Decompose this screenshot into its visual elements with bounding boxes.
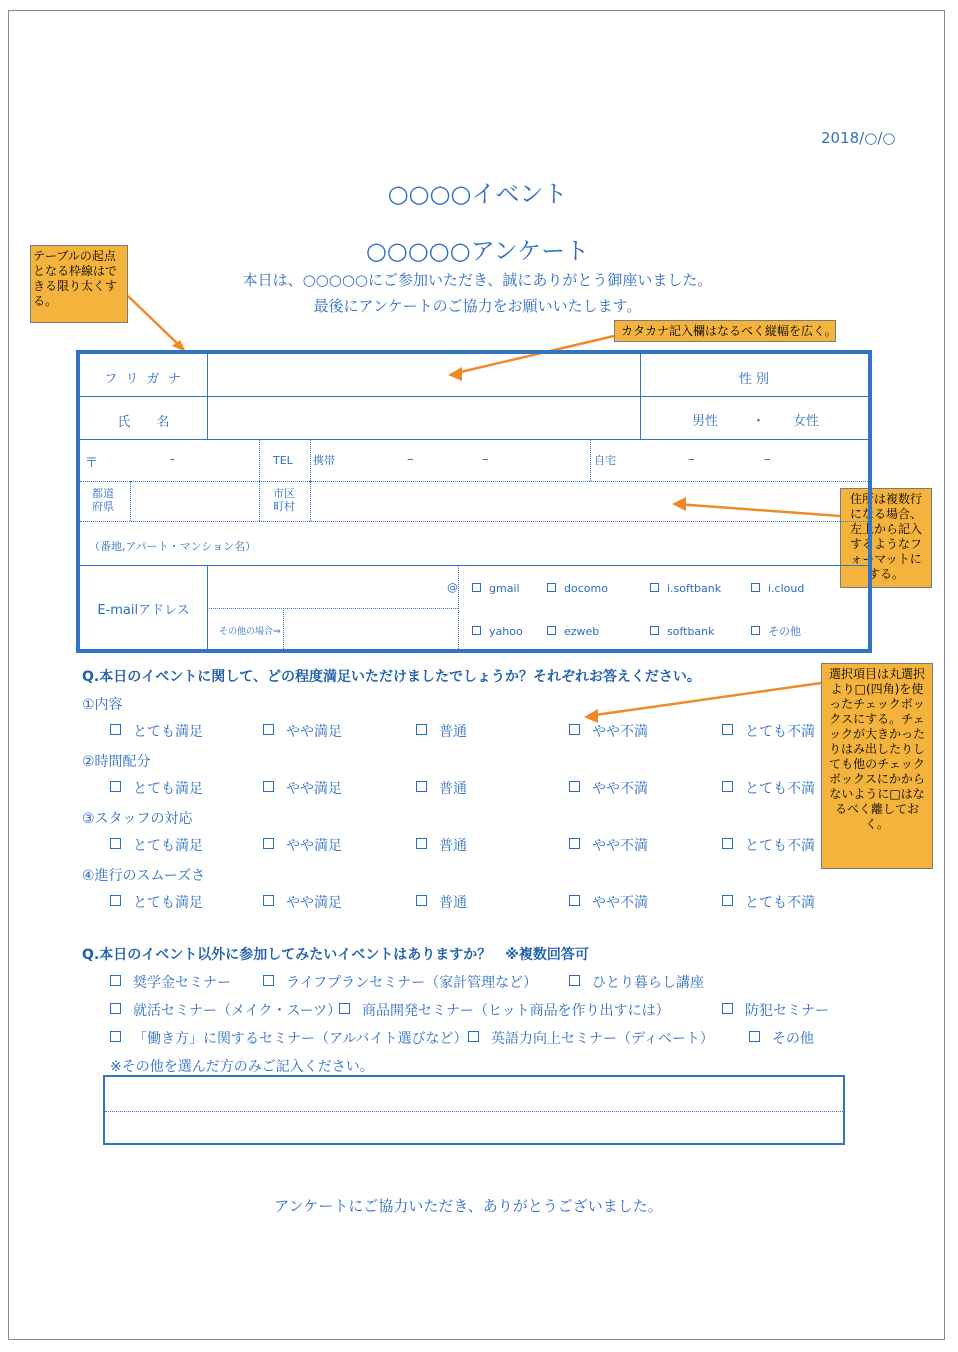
- prefecture-input[interactable]: [132, 482, 258, 520]
- mobile-label: 携帯: [313, 454, 335, 467]
- note-table-border: テーブルの起点となる枠線はできる限り太くする。: [30, 245, 128, 323]
- date: 2018/○/○: [821, 129, 896, 147]
- survey-title: ○○○○○アンケート: [365, 237, 590, 265]
- domain-ezweb[interactable]: ezweb: [547, 625, 599, 638]
- q1-content-opt4[interactable]: やや不満: [569, 721, 648, 741]
- email-label: E-mailアドレス: [97, 603, 190, 618]
- postal-dash: -: [170, 452, 175, 467]
- q1-time-opt1[interactable]: とても満足: [110, 778, 203, 798]
- email-at: @: [447, 581, 458, 594]
- note-checkbox: 選択項目は丸選択より□(四角)を使ったチェックボックスにする。チェックが大きかったりはみ出したりしても他のチェックボックスにかからないように□はなるべく離しておく。: [821, 663, 933, 869]
- q1-content-opt5[interactable]: とても不満: [722, 721, 815, 741]
- q1-staff-opt2[interactable]: やや満足: [263, 835, 342, 855]
- other-answer-line-2[interactable]: [105, 1112, 843, 1143]
- city-label: 市区町村: [273, 487, 295, 513]
- city-input[interactable]: [312, 482, 868, 520]
- other-case-label: その他の場合⇒: [219, 627, 281, 637]
- gender-label: 性 別: [738, 372, 770, 387]
- q1-smooth-opt2[interactable]: やや満足: [263, 892, 342, 912]
- domain-gmail[interactable]: gmail: [472, 582, 520, 595]
- q2-opt-other[interactable]: その他: [749, 1028, 814, 1048]
- other-answer-line-1[interactable]: [105, 1077, 843, 1111]
- domain-isoftbank[interactable]: i.softbank: [650, 582, 721, 595]
- q2-opt-living-alone[interactable]: ひとり暮らし講座: [569, 972, 704, 992]
- street-label: （番地,アパート・マンション名）: [89, 540, 257, 553]
- q1-smooth-opt5[interactable]: とても不満: [722, 892, 815, 912]
- furigana-input[interactable]: [208, 355, 639, 395]
- tel-label: TEL: [273, 454, 293, 467]
- q2-opt-english[interactable]: 英語力向上セミナー（ディベート）: [468, 1028, 714, 1048]
- home-dash-2: –: [764, 452, 771, 467]
- q2-opt-scholarship[interactable]: 奨学金セミナー: [110, 972, 231, 992]
- q1-smooth-opt1[interactable]: とても満足: [110, 892, 203, 912]
- q2-opt-jobhunt[interactable]: 就活セミナー（メイク・スーツ）: [110, 1000, 341, 1020]
- info-table: [76, 350, 872, 653]
- note-address: 住所は複数行になる場合、左上から記入するようなフォーマットにする。: [840, 488, 932, 588]
- q1-time-opt2[interactable]: やや満足: [263, 778, 342, 798]
- q1-title: Q.本日のイベントに関して、どの程度満足いただけましたでしょうか？それぞれお答えください。: [82, 669, 701, 685]
- arrow-checkbox: [588, 683, 821, 716]
- q1-content-opt2[interactable]: やや満足: [263, 721, 342, 741]
- domain-icloud[interactable]: i.cloud: [751, 582, 804, 595]
- mobile-dash-1: –: [407, 452, 414, 467]
- intro-line-2: 最後にアンケートのご協力をお願いいたします。: [313, 297, 642, 315]
- name-input[interactable]: [208, 397, 639, 438]
- gender-male[interactable]: 男性: [692, 414, 719, 429]
- q1-staff-opt4[interactable]: やや不満: [569, 835, 648, 855]
- home-dash-1: –: [688, 452, 695, 467]
- domain-softbank[interactable]: softbank: [650, 625, 715, 638]
- mobile-dash-2: –: [482, 452, 489, 467]
- q1-time-opt3[interactable]: 普通: [416, 778, 467, 798]
- q1-section-content: ①内容: [82, 697, 123, 713]
- q2-title: Q.本日のイベント以外に参加してみたいイベントはありますか？ ※複数回答可: [82, 947, 589, 963]
- q1-staff-opt5[interactable]: とても不満: [722, 835, 815, 855]
- intro-line-1: 本日は、○○○○○にご参加いただき、誠にありがとう御座いました。: [242, 271, 713, 289]
- name-label: 氏 名: [117, 415, 170, 430]
- q1-smooth-opt4[interactable]: やや不満: [569, 892, 648, 912]
- domain-docomo[interactable]: docomo: [547, 582, 608, 595]
- q2-opt-crime-prevention[interactable]: 防犯セミナー: [722, 1000, 829, 1020]
- q1-content-opt3[interactable]: 普通: [416, 721, 467, 741]
- thanks-message: アンケートにご協力いただき、ありがとうございました。: [274, 1197, 663, 1215]
- arrow-table-border: [128, 296, 182, 348]
- furigana-label: フ リ ガ ナ: [104, 372, 183, 387]
- q1-smooth-opt3[interactable]: 普通: [416, 892, 467, 912]
- home-label: 自宅: [594, 454, 616, 467]
- postal-mark: 〒: [85, 456, 99, 471]
- prefecture-label: 都道府県: [92, 487, 114, 513]
- other-answer-box: [103, 1075, 845, 1145]
- event-title: ○○○○イベント: [387, 180, 568, 208]
- domain-other[interactable]: その他: [751, 625, 801, 638]
- q2-opt-lifeplan[interactable]: ライフプランセミナー（家計管理など）: [263, 972, 537, 992]
- q2-opt-product-dev[interactable]: 商品開発セミナー（ヒット商品を作り出すには）: [339, 1000, 670, 1020]
- q2-opt-workstyle[interactable]: 「働き方」に関するセミナー（アルバイト選びなど）: [110, 1028, 467, 1048]
- q1-section-staff: ③スタッフの対応: [82, 811, 193, 827]
- q1-content-opt1[interactable]: とても満足: [110, 721, 203, 741]
- q1-section-smoothness: ④進行のスムーズさ: [82, 868, 206, 884]
- domain-yahoo[interactable]: yahoo: [472, 625, 523, 638]
- note-katakana: カタカナ記入欄はなるべく縦幅を広く。: [614, 320, 836, 342]
- q1-section-time: ②時間配分: [82, 754, 151, 770]
- q2-other-note: ※その他を選んだ方のみご記入ください。: [110, 1059, 374, 1075]
- q1-staff-opt3[interactable]: 普通: [416, 835, 467, 855]
- q1-staff-opt1[interactable]: とても満足: [110, 835, 203, 855]
- gender-female[interactable]: 女性: [793, 414, 820, 429]
- q1-time-opt4[interactable]: やや不満: [569, 778, 648, 798]
- q1-time-opt5[interactable]: とても不満: [722, 778, 815, 798]
- gender-separator: ・: [752, 414, 766, 429]
